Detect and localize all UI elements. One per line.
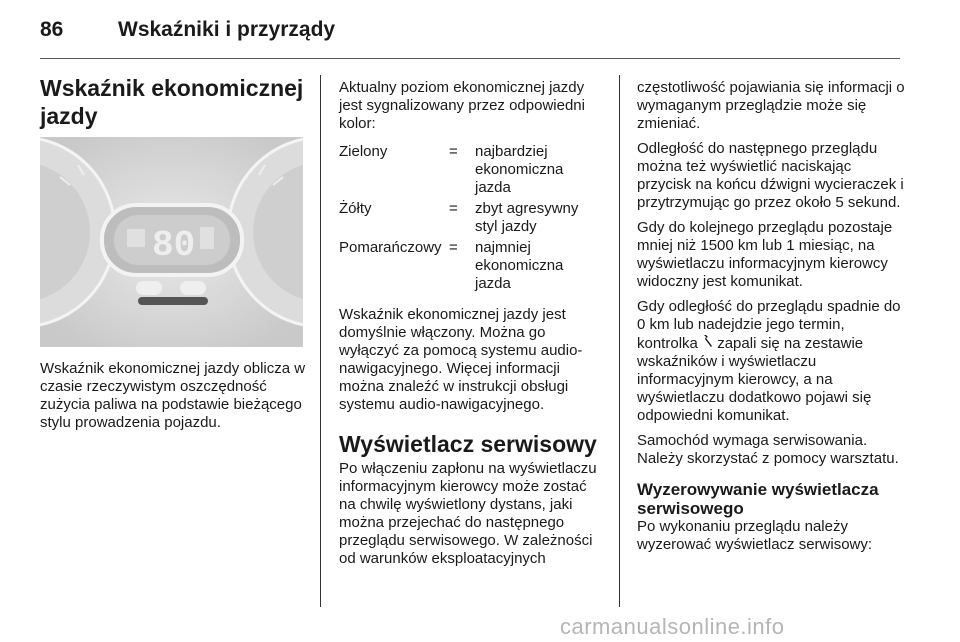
reset-heading: Wyzerowywanie wyświetlacza serwisowego bbox=[637, 480, 879, 518]
distance-paragraph: Odległość do następnego przeglądu można też wyświetlić naciskając przycisk na końcu dźwigni wycieraczek i przytrzymując go przez około 5 sekund. bbox=[637, 140, 904, 211]
eco-indicator-image bbox=[40, 137, 303, 347]
service-required-paragraph: Samochód wymaga serwisowania. Należy skorzystać z pomocy warsztatu. bbox=[637, 432, 899, 467]
equals-sign: = bbox=[449, 143, 458, 160]
color-table bbox=[339, 143, 603, 296]
eco-caption: Wskaźnik ekonomicznej jazdy oblicza w czasie rzeczywistym oszczędność zużycia paliwa na podstawie bieżącego stylu prowadzenia pojazdu. bbox=[40, 360, 306, 431]
column-2 bbox=[339, 79, 607, 575]
color-name: Zielony bbox=[339, 143, 388, 160]
table-row bbox=[339, 239, 603, 296]
color-name: Pomarańczowy bbox=[339, 239, 442, 256]
frequency-paragraph: częstotliwość pojawiania się informacji o wymaganym przeglądzie może się zmieniać. bbox=[637, 79, 905, 132]
wrench-icon bbox=[702, 334, 713, 353]
color-meaning: zbyt agresywny styl jazdy bbox=[475, 200, 579, 235]
service-display-paragraph: Po włączeniu zapłonu na wyświetlaczu informacyjnym kierowcy może zostać na chwilę wyświetlony dystans, jaki można przejechać do następnego przeglądu serwisowego. W zależności od warunków eksploatacyjnych bbox=[339, 460, 597, 567]
table-row bbox=[339, 200, 603, 239]
column-3 bbox=[637, 79, 905, 561]
eco-heading: Wskaźnik ekonomicznej jazdy bbox=[40, 75, 304, 129]
color-meaning: najbardziej ekonomiczna jazda bbox=[475, 143, 564, 196]
equals-sign: = bbox=[449, 239, 458, 256]
warning-paragraph: Gdy do kolejnego przeglądu pozostaje mniej niż 1500 km lub 1 miesiąc, na wyświetlaczu informacyjnym kierowcy widoczny jest komunikat. bbox=[637, 219, 893, 290]
reset-paragraph: Po wykonaniu przeglądu należy wyzerować wyświetlacz serwisowy: bbox=[637, 518, 873, 553]
column-divider-2 bbox=[619, 75, 620, 607]
table-row bbox=[339, 143, 603, 200]
zero-km-text-b: zapali się na zestawie wskaźników i wyświetlaczu informacyjnym kierowcy, a na wyświetlaczu dodatkowo pojawi się odpowiedni komunikat. bbox=[637, 335, 872, 424]
display-digits: 80 bbox=[152, 225, 196, 266]
section-title: Wskaźniki i przyrządy bbox=[118, 18, 336, 41]
column-divider-1 bbox=[320, 75, 321, 607]
eco-default-paragraph: Wskaźnik ekonomicznej jazdy jest domyślnie włączony. Można go wyłączyć za pomocą systemu audio-nawigacyjnego. Więcej informacji można znaleźć w instrukcji obsługi systemu audio-nawigacyjnego. bbox=[339, 306, 583, 413]
color-intro: Aktualny poziom ekonomicznej jazdy jest sygnalizowany przez odpowiedni kolor: bbox=[339, 79, 585, 132]
header-divider bbox=[40, 58, 900, 59]
page-number: 86 bbox=[40, 18, 64, 41]
zero-km-paragraph bbox=[637, 298, 905, 425]
color-meaning: najmniej ekonomiczna jazda bbox=[475, 239, 564, 292]
dashboard-illustration bbox=[40, 137, 303, 347]
watermark: carmanualsonline.info bbox=[560, 614, 785, 639]
service-display-heading: Wyświetlacz serwisowy bbox=[339, 431, 597, 457]
color-name: Żółty bbox=[339, 200, 372, 217]
equals-sign: = bbox=[449, 200, 458, 217]
column-1-caption bbox=[40, 360, 310, 439]
zero-km-text-a: Gdy odległość do przeglądu spadnie do 0 km lub nadejdzie jego termin, kontrolka bbox=[637, 298, 901, 352]
column-1 bbox=[40, 74, 305, 130]
